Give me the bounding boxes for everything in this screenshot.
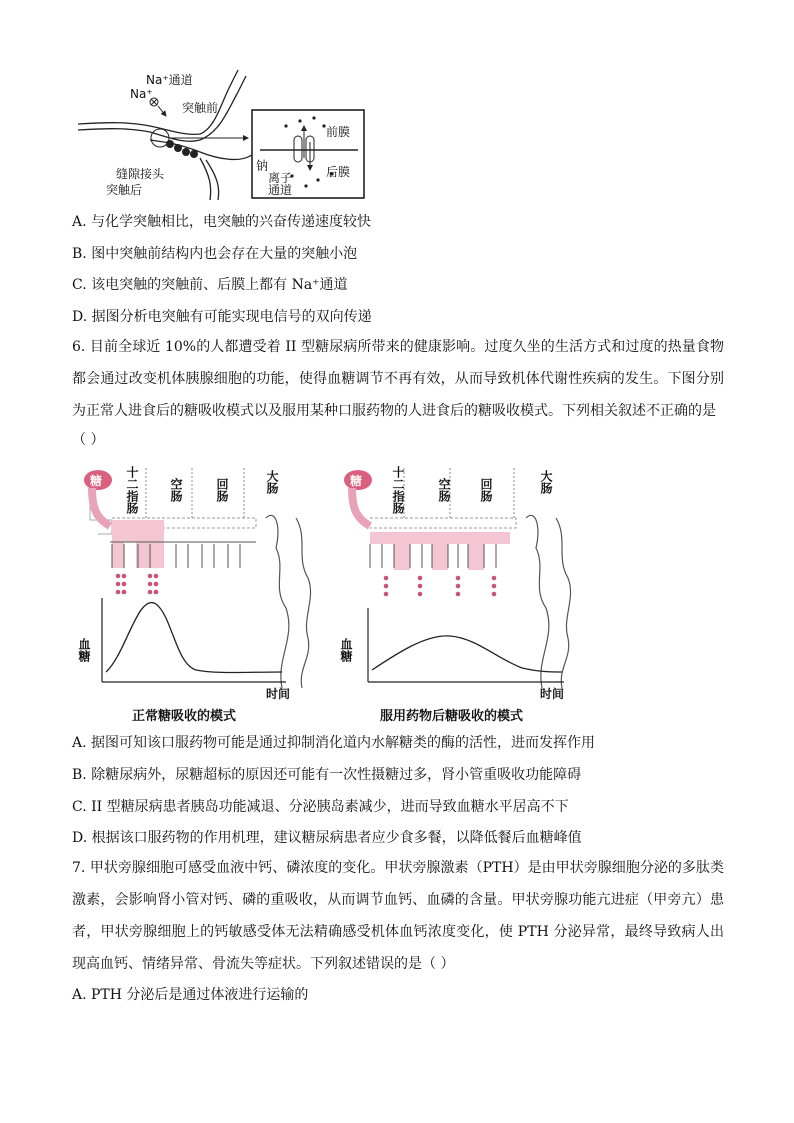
na-ion-label: Na⁺ xyxy=(130,87,153,101)
ion-label: 离子 xyxy=(268,171,293,185)
synapse-figure xyxy=(70,66,370,206)
sodium-label: 钠 xyxy=(256,159,269,173)
jejunum-label-left: 空肠 xyxy=(169,478,183,502)
channel-label: 通道 xyxy=(268,183,293,197)
q7-option-a: A. PTH 分泌后是通过体液进行运输的 xyxy=(72,987,309,1003)
caption-right: 服用药物后糖吸收的模式 xyxy=(380,709,524,724)
sugar-absorption-figure xyxy=(76,458,576,726)
q5-option-b: B. 图中突触前结构内也会存在大量的突触小泡 xyxy=(72,246,358,262)
q6-option-a: A. 据图可知该口服药物可能是通过抑制消化道内水解糖类的酶的活性，进而发挥作用 xyxy=(72,735,596,751)
q6-option-c: C. II 型糖尿病患者胰岛功能减退、分泌胰岛素减少，进而导致血糖水平居高不下 xyxy=(72,799,569,815)
xlabel-right: 时间 xyxy=(540,687,565,701)
pre-membrane-label: 前膜 xyxy=(326,125,351,139)
colon-label-right: 大肠 xyxy=(539,470,553,494)
postsynaptic-label: 突触后 xyxy=(106,183,143,197)
xlabel-left: 时间 xyxy=(266,687,291,701)
q6-answer-blank: （ ） xyxy=(72,432,105,448)
sugar-label-right: 糖 xyxy=(350,474,363,488)
q6-stem: 6. 目前全球近 10%的人都遭受着 II 型糖尿病所带来的健康影响。过度久坐的生活方式和过度的热量食物都会通过改变机体胰腺细胞的功能，使得血糖调节不再有效，从而导致机体代谢性疾病的发生。下图分别为正常人进食后的糖吸收模式以及服用某种口服药物的人进食后的糖吸收模式。下列相关叙述不正确的是 xyxy=(72,339,724,419)
duodenum-label-left: 十二指肠 xyxy=(125,466,139,514)
drug-panel xyxy=(339,465,571,724)
duodenum-label-right: 十二指肠 xyxy=(391,466,405,514)
ylabel-right: 血糖 xyxy=(339,638,353,662)
ileum-label-left: 回肠 xyxy=(215,478,229,502)
normal-panel xyxy=(77,465,311,724)
presynaptic-label: 突触前 xyxy=(182,101,219,115)
jejunum-label-right: 空肠 xyxy=(437,478,451,502)
q7-stem: 7. 甲状旁腺细胞可感受血液中钙、磷浓度的变化。甲状旁腺激素（PTH）是由甲状旁腺细胞分泌的多肽类激素，会影响肾小管对钙、磷的重吸收，从而调节血钙、血磷的含量。甲状旁腺功能亢进症（甲旁亢）患者，甲状旁腺细胞上的钙敏感受体无法精确感受机体血钙浓度变化，使 PTH 分泌异常，最终导致病人出现高血钙、情绪异常、骨流失等症状。下列叙述错误的是（ ） xyxy=(72,860,724,972)
ileum-label-right: 回肠 xyxy=(479,478,493,502)
q6-option-d: D. 根据该口服药物的作用机理，建议糖尿病患者应少食多餐，以降低餐后血糖峰值 xyxy=(72,830,582,846)
colon-label-left: 大肠 xyxy=(265,470,279,494)
q5-option-d: D. 据图分析电突触有可能实现电信号的双向传递 xyxy=(72,309,372,325)
post-membrane-label: 后膜 xyxy=(326,165,351,179)
sugar-label-left: 糖 xyxy=(90,474,103,488)
ylabel-left: 血糖 xyxy=(77,638,91,662)
na-channel-label: Na⁺通道 xyxy=(146,73,193,87)
gap-junction-label: 缝隙接头 xyxy=(116,167,165,181)
q6-option-b: B. 除糖尿病外，尿糖超标的原因还可能有一次性摄糖过多，肾小管重吸收功能障碍 xyxy=(72,767,582,783)
q5-option-c: C. 该电突触的突触前、后膜上都有 Na⁺通道 xyxy=(72,277,348,293)
caption-left: 正常糖吸收的模式 xyxy=(132,709,237,724)
q5-option-a: A. 与化学突触相比，电突触的兴奋传递速度较快 xyxy=(72,214,372,230)
